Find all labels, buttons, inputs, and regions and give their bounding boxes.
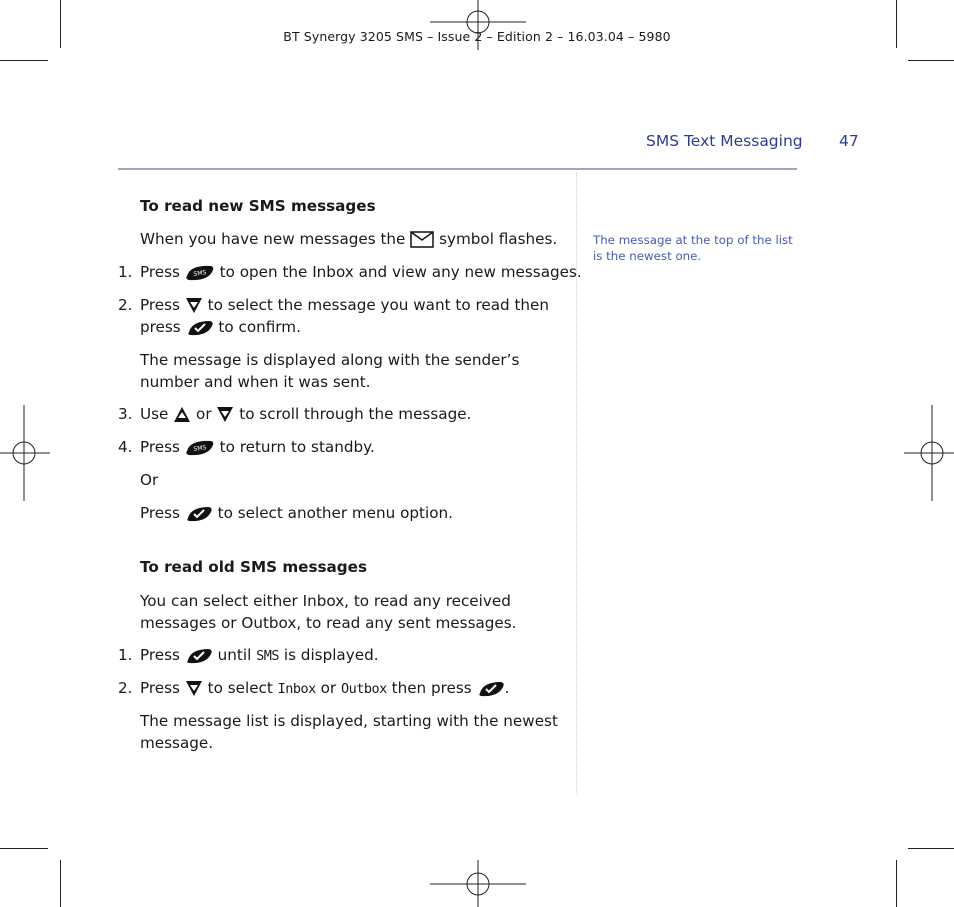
read-old-note-line-2: message. [140,734,214,752]
step-text-before: Use [140,405,169,423]
step-text-then: then press [391,679,472,697]
step-number: 2. [118,679,133,697]
sms-key-icon [185,264,215,282]
svg-text:SMS: SMS [192,443,207,453]
step-text-after: to select the message you want to read then [207,296,550,314]
lcd-display-inbox: Inbox [277,681,316,697]
step-text-after: to select another menu option. [217,504,453,522]
step-text-after: to scroll through the message. [239,405,472,423]
step-number: 1. [118,646,133,664]
lcd-display-outbox: Outbox [341,681,387,697]
heading-read-old: To read old SMS messages [140,558,368,576]
step-text-after: is displayed. [283,646,379,664]
read-old-intro-line-2: messages or Outbox, to read any sent messages. [140,614,517,632]
read-new-step-1 [140,261,582,283]
step-text-or: or [320,679,337,697]
read-new-intro [140,228,557,250]
read-old-step-1 [140,644,379,667]
step-text-after: to confirm. [218,318,301,336]
step-text-after: to return to standby. [219,438,375,456]
read-new-step-4 [140,436,375,458]
heading-read-new: To read new SMS messages [140,197,376,215]
read-old-step-2 [140,677,509,700]
ok-key-icon [477,680,505,698]
registration-mark-left [0,405,50,501]
lcd-display-text: SMS [256,648,280,664]
read-new-step-3 [140,403,471,425]
step-text-before: Press [140,263,180,281]
ok-key-icon [185,505,213,523]
print-header: BT Synergy 3205 SMS – Issue 2 – Edition 2 – 16.03.04 – 5980 [283,29,671,44]
step-number: 4. [118,438,133,456]
read-new-or: Or [140,471,159,489]
down-arrow-key-icon [185,680,203,697]
page-number: 47 [839,132,859,150]
down-arrow-key-icon [185,297,203,314]
step-text-before: Press [140,646,180,664]
step-text-after: to open the Inbox and view any new messages. [219,263,582,281]
step-text-until: until [217,646,252,664]
registration-mark-right [904,405,954,501]
step-text-before: press [140,318,181,336]
sms-key-icon [185,439,215,457]
read-new-alternative [140,502,453,524]
step-text-to-select: to select [207,679,273,697]
read-old-note-line-1: The message list is displayed, starting with the newest [140,712,558,730]
up-arrow-key-icon [173,406,191,423]
header-rule [118,168,797,170]
side-note: The message at the top of the list is the newest one. [593,233,793,263]
read-new-step-2-line-2 [140,316,301,338]
read-new-step-2-line-1 [140,294,549,316]
step-text-before: Press [140,679,180,697]
step-text-before: Press [140,504,180,522]
section-title: SMS Text Messaging [646,132,803,150]
envelope-icon [410,231,434,248]
read-old-intro-line-1: You can select either Inbox, to read any received [140,592,511,610]
intro-after: symbol flashes. [439,230,558,248]
read-new-note-line-1: The message is displayed along with the sender’s [140,351,520,369]
ok-key-icon [185,647,213,665]
step-number: 1. [118,263,133,281]
step-text-mid: or [196,405,212,423]
step-text-before: Press [140,438,180,456]
step-number: 3. [118,405,133,423]
svg-text:SMS: SMS [192,268,207,278]
step-number: 2. [118,296,133,314]
intro-before: When you have new messages the [140,230,406,248]
step-text-before: Press [140,296,180,314]
step-text-end: . [504,679,510,697]
registration-mark-bottom [430,860,526,907]
down-arrow-key-icon [216,406,234,423]
ok-key-icon [186,319,214,337]
read-new-note-line-2: number and when it was sent. [140,373,371,391]
